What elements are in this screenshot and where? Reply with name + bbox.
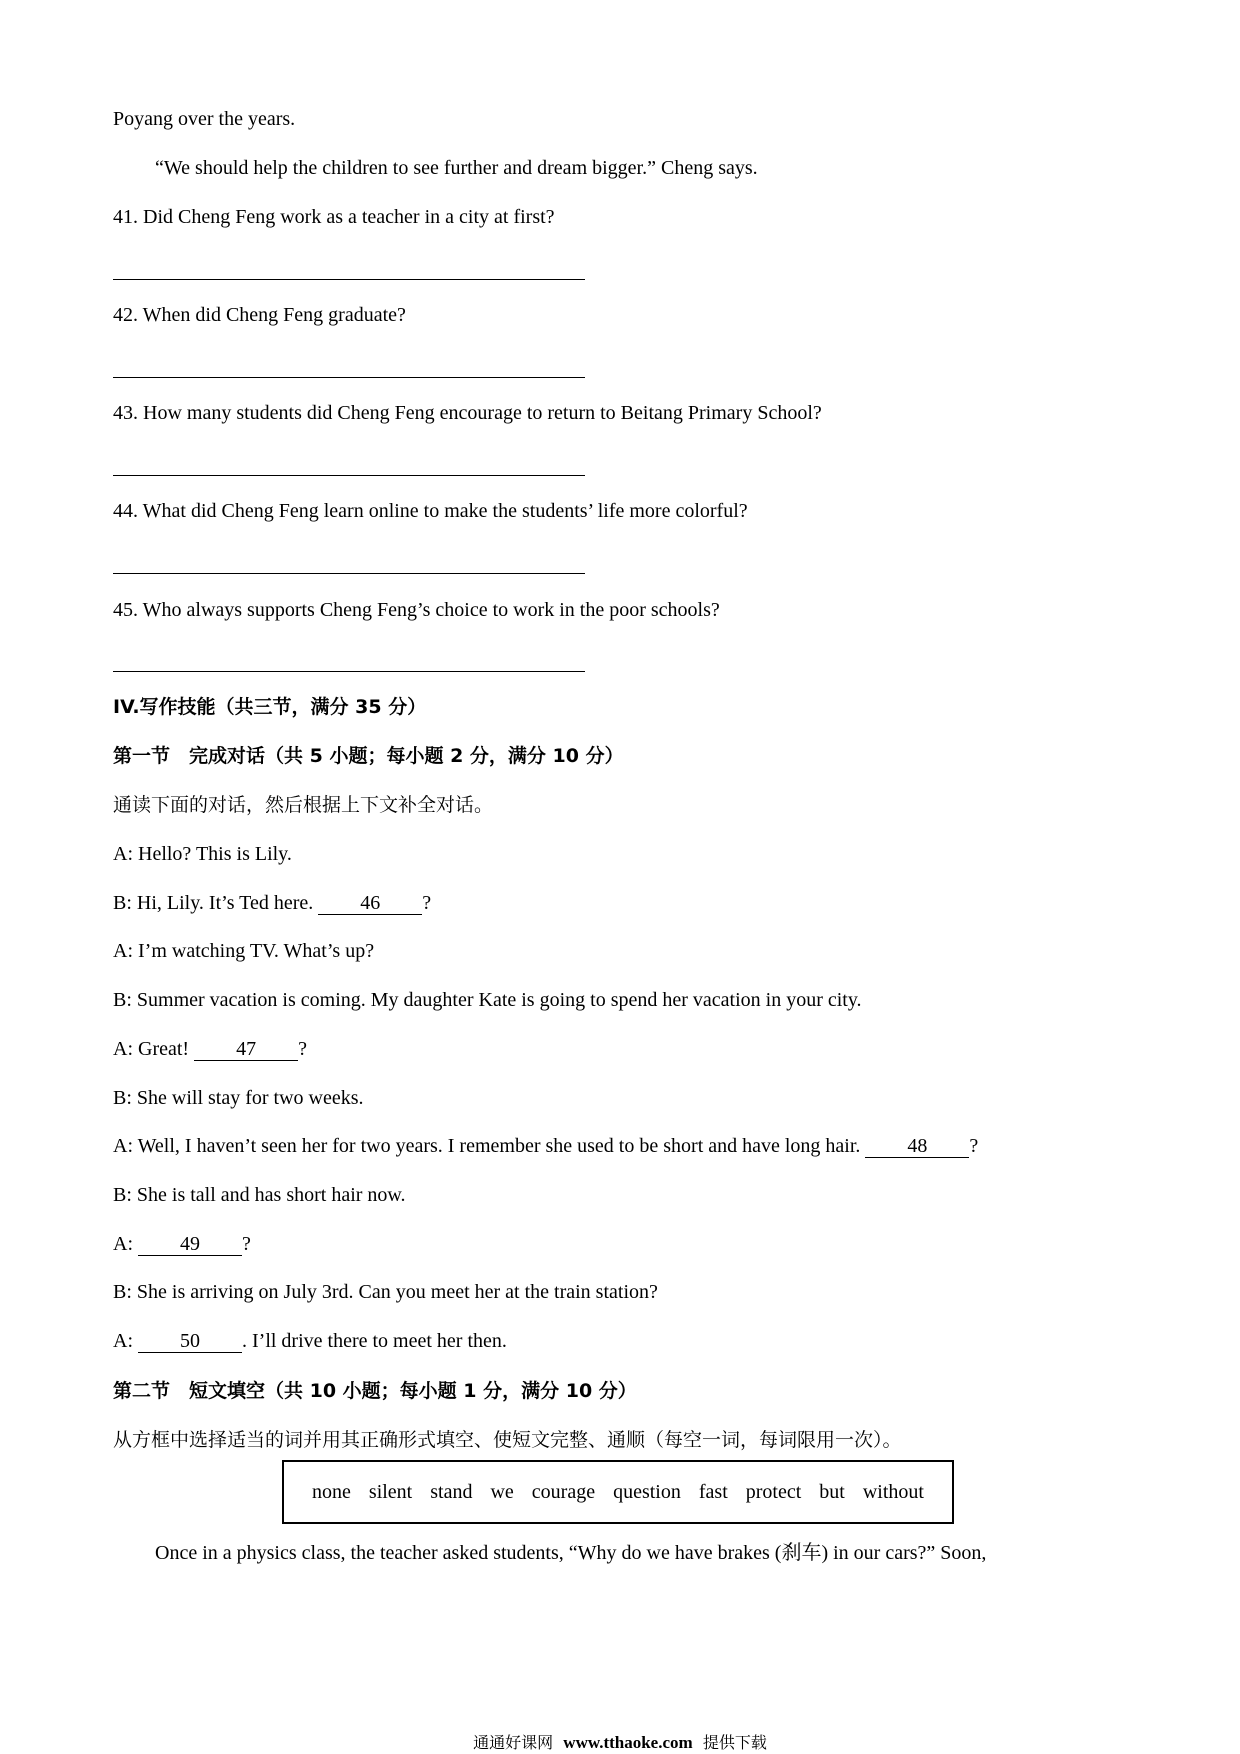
blank-49[interactable]: 49 bbox=[138, 1233, 242, 1256]
question-45: 45. Who always supports Cheng Feng’s choice to work in the poor schools? bbox=[113, 599, 720, 621]
dialogue-line bbox=[113, 890, 431, 916]
blank-48[interactable]: 48 bbox=[865, 1135, 969, 1158]
footer-site-name: 通通好课网 bbox=[473, 1733, 554, 1752]
dialogue-text: ? bbox=[298, 1038, 307, 1060]
dialogue-text: B: She is tall and has short hair now. bbox=[113, 1184, 406, 1206]
dialogue-text: B: She will stay for two weeks. bbox=[113, 1087, 364, 1109]
word-box bbox=[282, 1460, 954, 1524]
passage-text: “We should help the children to see further and dream bigger.” Cheng says. bbox=[155, 157, 758, 179]
word-box-item: question bbox=[613, 1480, 681, 1503]
dialogue-line bbox=[113, 1133, 978, 1159]
dialogue-line bbox=[113, 1231, 251, 1257]
passage-text: Poyang over the years. bbox=[113, 108, 296, 130]
answer-line-45[interactable] bbox=[113, 671, 585, 672]
answer-line-41[interactable] bbox=[113, 279, 585, 280]
question-41: 41. Did Cheng Feng work as a teacher in a city at first? bbox=[113, 206, 555, 228]
dialogue-text: A: Hello? This is Lily. bbox=[113, 843, 292, 865]
question-44: 44. What did Cheng Feng learn online to make the students’ life more colorful? bbox=[113, 500, 748, 522]
word-box-item: we bbox=[490, 1480, 514, 1503]
blank-47[interactable]: 47 bbox=[194, 1038, 298, 1061]
footer-suffix: 提供下载 bbox=[702, 1733, 767, 1752]
dialogue-text: A: bbox=[113, 1233, 138, 1255]
word-box-item: stand bbox=[430, 1480, 473, 1503]
dialogue-line bbox=[113, 1036, 307, 1062]
dialogue-text: A: Well, I haven’t seen her for two years. I remember she used to be short and have long hair. bbox=[113, 1135, 866, 1157]
answer-line-43[interactable] bbox=[113, 475, 585, 476]
dialogue-line bbox=[113, 1279, 658, 1305]
dialogue-text: B: Summer vacation is coming. My daughter Kate is going to spend her vacation in your city. bbox=[113, 989, 862, 1011]
word-box-item: without bbox=[862, 1480, 924, 1503]
dialogue-text: A: Great! bbox=[113, 1038, 195, 1060]
dialogue-line bbox=[113, 938, 374, 964]
dialogue-line bbox=[113, 1085, 364, 1111]
word-box-item: protect bbox=[745, 1480, 802, 1503]
dialogue-text: . I’ll drive there to meet her then. bbox=[242, 1330, 507, 1352]
word-box-item: silent bbox=[368, 1480, 413, 1503]
word-box-item: courage bbox=[531, 1480, 596, 1503]
part1-title: 第一节 完成对话（共 5 小题；每小题 2 分，满分 10 分） bbox=[113, 745, 624, 767]
part2-instruction: 从方框中选择适当的词并用其正确形式填空、使短文完整、通顺（每空一词，每词限用一次）。 bbox=[113, 1429, 902, 1451]
question-43: 43. How many students did Cheng Feng encourage to return to Beitang Primary School? bbox=[113, 402, 822, 424]
part1-instruction: 通读下面的对话，然后根据上下文补全对话。 bbox=[113, 794, 494, 816]
dialogue-text: A: bbox=[113, 1330, 138, 1352]
dialogue-text: A: I’m watching TV. What’s up? bbox=[113, 940, 375, 962]
question-42: 42. When did Cheng Feng graduate? bbox=[113, 304, 406, 326]
dialogue-line bbox=[113, 1328, 507, 1354]
footer-url[interactable]: www.tthaoke.com bbox=[563, 1733, 693, 1752]
part2-title: 第二节 短文填空（共 10 小题；每小题 1 分，满分 10 分） bbox=[113, 1380, 637, 1402]
blank-50[interactable]: 50 bbox=[138, 1330, 242, 1353]
dialogue-text: B: Hi, Lily. It’s Ted here. bbox=[113, 892, 319, 914]
answer-line-42[interactable] bbox=[113, 377, 585, 378]
dialogue-line bbox=[113, 841, 292, 867]
section-iv-title: IV.写作技能（共三节，满分 35 分） bbox=[113, 696, 427, 718]
dialogue-text: ? bbox=[969, 1135, 979, 1157]
dialogue-line bbox=[113, 987, 862, 1013]
dialogue-text: ? bbox=[242, 1233, 251, 1255]
passage-start: Once in a physics class, the teacher asked students, “Why do we have brakes (刹车) in our cars?” Soon, bbox=[155, 1542, 987, 1564]
page-footer bbox=[0, 1730, 1240, 1753]
word-box-item: fast bbox=[698, 1480, 728, 1503]
dialogue-text: ? bbox=[422, 892, 432, 914]
word-box-item: but bbox=[819, 1480, 845, 1503]
word-box-item: none bbox=[312, 1480, 351, 1503]
dialogue-text: B: She is arriving on July 3rd. Can you meet her at the train station? bbox=[113, 1281, 658, 1303]
answer-line-44[interactable] bbox=[113, 573, 585, 574]
blank-46[interactable]: 46 bbox=[318, 892, 422, 915]
dialogue-line bbox=[113, 1182, 406, 1208]
